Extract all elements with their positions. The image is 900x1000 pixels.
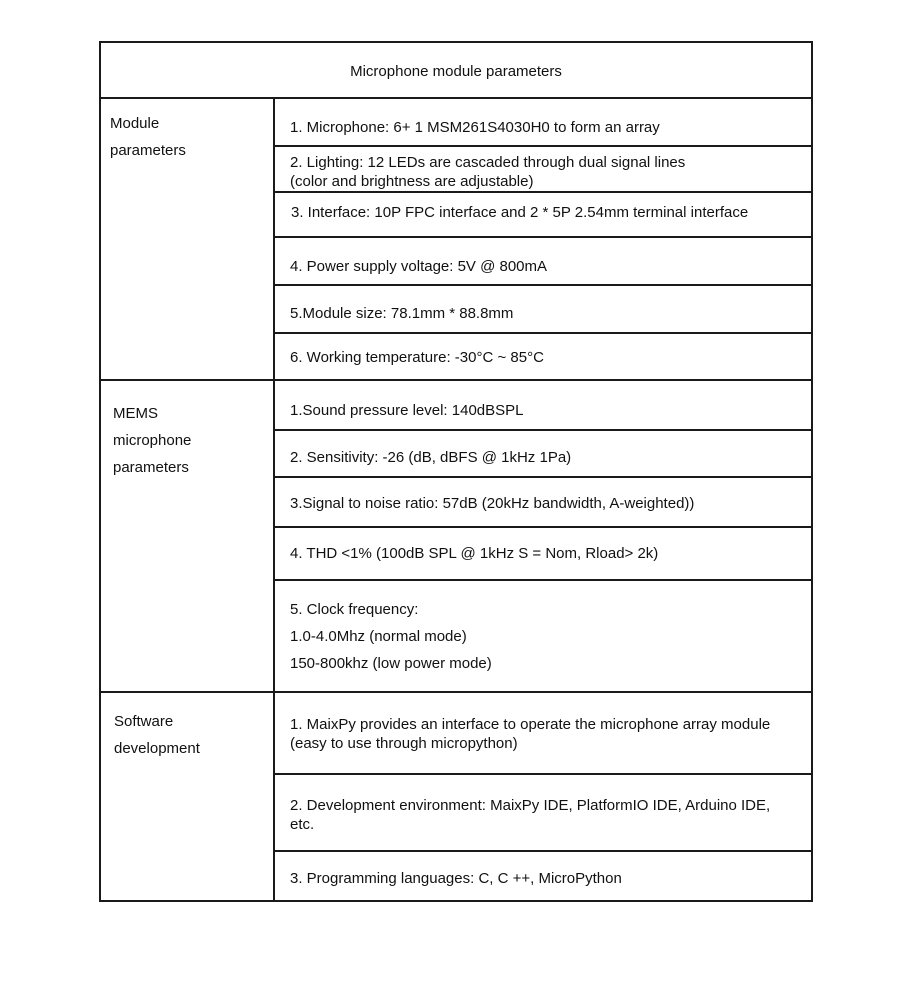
row-text: 1. Microphone: 6+ 1 MSM261S4030H0 to form an array [290, 119, 660, 136]
row-text: 5.Module size: 78.1mm * 88.8mm [290, 305, 514, 322]
table-row [275, 693, 811, 775]
table-row [275, 147, 811, 193]
row-text: 2. Sensitivity: -26 (dB, dBFS @ 1kHz 1Pa) [290, 449, 572, 466]
table-row [275, 775, 811, 852]
row-text: 4. Power supply voltage: 5V @ 800mA [290, 258, 548, 275]
table-row [275, 581, 811, 691]
group-label-cell [101, 693, 275, 900]
table-row [275, 852, 811, 900]
group-mems-microphone-parameters [101, 381, 811, 693]
row-text: 2. Lighting: 12 LEDs are cascaded through dual signal lines (color and brightness are adjustable) [290, 154, 686, 190]
table-title: Microphone module parameters [350, 63, 562, 80]
table-row [275, 334, 811, 379]
row-text: 2. Development environment: MaixPy IDE, PlatformIO IDE, Arduino IDE, etc. [290, 797, 771, 833]
group-label: Software development [114, 713, 200, 757]
table-row [275, 381, 811, 431]
group-label-cell [101, 99, 275, 379]
row-text: 6. Working temperature: -30°C ~ 85°C [290, 349, 544, 366]
group-label: MEMS microphone parameters [113, 405, 192, 476]
table-row [275, 238, 811, 286]
table-row [275, 193, 811, 238]
table-row [275, 431, 811, 478]
table-title-row [101, 43, 811, 99]
parameters-table [99, 41, 813, 902]
table-row [275, 478, 811, 528]
row-text: 3.Signal to noise ratio: 57dB (20kHz bandwidth, A-weighted)) [290, 495, 695, 512]
table-row [275, 528, 811, 581]
row-text: 1. MaixPy provides an interface to operate the microphone array module (easy to use through micropython) [290, 716, 771, 752]
row-text: 5. Clock frequency: 1.0-4.0Mhz (normal mode) 150-800khz (low power mode) [290, 601, 492, 672]
row-text: 3. Programming languages: C, C ++, MicroPython [290, 870, 622, 887]
group-software-development [101, 693, 811, 900]
group-module-parameters [101, 99, 811, 381]
row-text: 4. THD <1% (100dB SPL @ 1kHz S = Nom, Rload> 2k) [290, 545, 659, 562]
group-label: Module parameters [110, 115, 186, 159]
row-text: 1.Sound pressure level: 140dBSPL [290, 402, 524, 419]
group-label-cell [101, 381, 275, 691]
table-row [275, 286, 811, 334]
table-row [275, 99, 811, 147]
row-text: 3. Interface: 10P FPC interface and 2 * 5P 2.54mm terminal interface [291, 204, 749, 221]
